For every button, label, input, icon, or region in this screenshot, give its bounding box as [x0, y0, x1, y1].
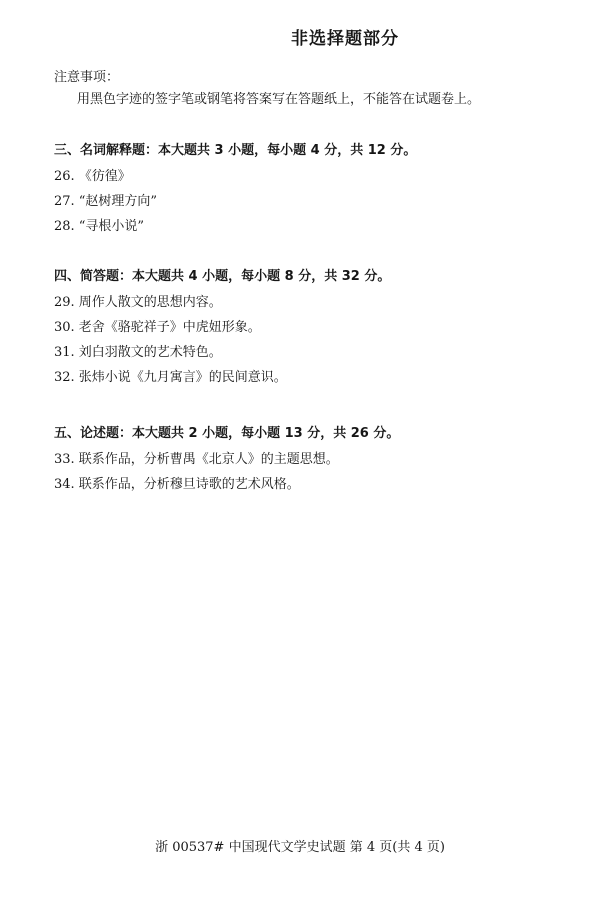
question-text: “寻根小说”	[78, 219, 144, 234]
page-footer: 浙 00537# 中国现代文学史试题 第 4 页(共 4 页)	[155, 840, 445, 855]
question-item	[54, 476, 399, 501]
question-item	[54, 294, 390, 319]
page-title: 非选择题部分	[291, 29, 399, 49]
question-item	[54, 319, 390, 344]
notice-label: 注意事项：	[54, 70, 120, 85]
question-item	[54, 193, 416, 218]
question-number: 30.	[54, 320, 75, 335]
section-short-answer	[54, 268, 390, 394]
question-item	[54, 218, 416, 243]
question-number: 33.	[54, 452, 75, 467]
question-number: 31.	[54, 345, 75, 360]
section-heading: 四、简答题：本大题共 4 小题，每小题 8 分，共 32 分。	[54, 269, 391, 284]
section-term-explanation	[54, 142, 416, 243]
question-text: 联系作品，分析曹禺《北京人》的主题思想。	[78, 452, 339, 467]
question-number: 28.	[54, 219, 75, 234]
section-heading: 五、论述题：本大题共 2 小题，每小题 13 分，共 26 分。	[54, 426, 400, 441]
question-text: 刘白羽散文的艺术特色。	[78, 345, 222, 360]
section-essay	[54, 425, 399, 501]
notice-text: 用黑色字迹的签字笔或钢笔将答案写在答题纸上，不能答在试题卷上。	[77, 92, 481, 107]
question-number: 34.	[54, 477, 75, 492]
section-heading: 三、名词解释题：本大题共 3 小题，每小题 4 分，共 12 分。	[54, 143, 417, 158]
question-text: 周作人散文的思想内容。	[78, 295, 222, 310]
question-text: 张炜小说《九月寓言》的民间意识。	[78, 370, 287, 385]
question-item	[54, 168, 416, 193]
question-item	[54, 451, 399, 476]
question-text: “赵树理方向”	[78, 194, 157, 209]
question-number: 32.	[54, 370, 75, 385]
question-item	[54, 344, 390, 369]
question-number: 26.	[54, 169, 75, 184]
question-text: 《彷徨》	[78, 169, 131, 184]
question-number: 27.	[54, 194, 75, 209]
question-text: 老舍《骆驼祥子》中虎妞形象。	[78, 320, 261, 335]
question-item	[54, 369, 390, 394]
question-number: 29.	[54, 295, 75, 310]
question-text: 联系作品，分析穆旦诗歌的艺术风格。	[78, 477, 300, 492]
